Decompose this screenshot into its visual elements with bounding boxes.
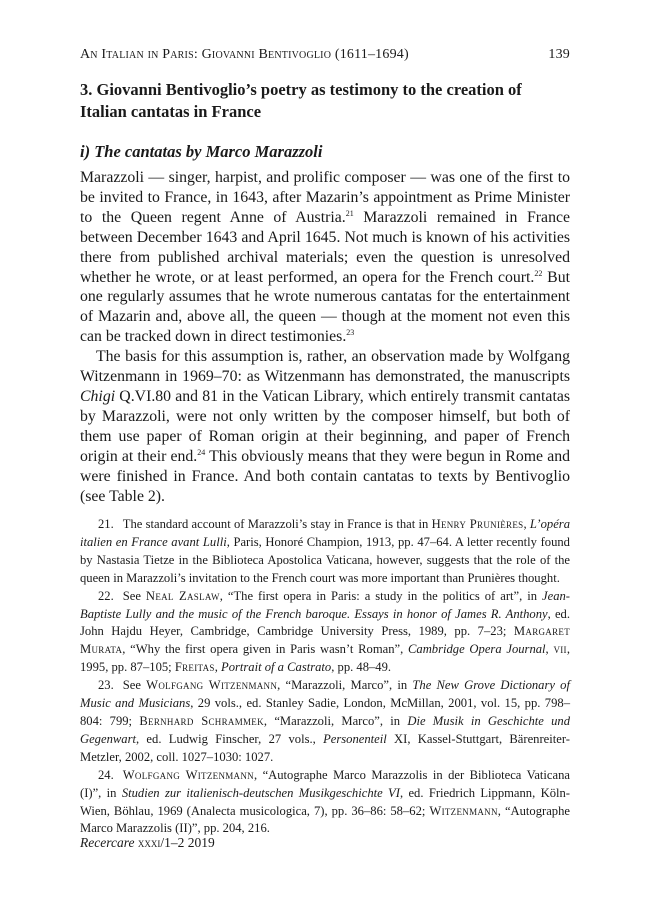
footnote-text: , “Autographe Marco Marazzolis in der Biblioteca Vaticana (I)”, in: [80, 767, 570, 800]
subsection-heading: i) The cantatas by Marco Marazzoli: [80, 142, 323, 161]
footnote-author: Margaret Murata: [80, 624, 570, 657]
page-number: 139: [548, 47, 570, 62]
footnote-text: , “The first opera in Paris: a study in the politics of art”, in: [219, 588, 543, 603]
footnote-ref-21[interactable]: 21: [345, 208, 354, 218]
footnote-author: Freitas: [174, 660, 215, 675]
footnote-22: [80, 588, 570, 678]
footnote-24: [80, 767, 570, 839]
footnote-text: , ed. Ludwig Finscher, 27 vols.,: [135, 731, 324, 746]
paragraph-1-text-c: But one regularly assumes that he wrote numerous cantatas for the entertainment of Mazarin and, above all, the queen — though at the moment not even this can be tracked down in direct testimonies.: [80, 268, 570, 346]
footnote-ref-23[interactable]: 23: [346, 328, 355, 338]
footnote-title: L’opéra italien en France avant Lulli: [80, 517, 571, 549]
footnote-text: The standard account of Marazzoli’s stay in France is that in: [122, 517, 432, 531]
paragraph-1-text-a: Marazzoli — singer, harpist, and prolific composer — was one of the first to be invited to France, in 1643, after Mazarin’s appointment as Prime Minister to the Queen regent Anne of Austria.: [80, 169, 570, 226]
paragraph-2-text-c: This obviously means that they were begun in Rome and were finished in France. And both contain cantatas to texts by Bentivoglio (see Table 2).: [80, 447, 570, 505]
footnote-number: 21.: [98, 517, 114, 531]
footnote-text: , Paris, Honoré Champion, 1913, pp. 47–64. A letter recently found by Nastasia Tietze in the Biblioteca Apostolica Vaticana, however, suggests that the role of the queen in Marazzoli’s invitation to the French court was more important than Prunières thought.: [80, 534, 570, 585]
footnote-text: ,: [214, 660, 221, 675]
footnote-text: , ed. Friedrich Lippmann, Köln-Wien, Böhlau, 1969 (Analecta musicologica, 7), pp. 36–86: 58–62;: [80, 785, 570, 818]
footnote-21: [80, 516, 570, 588]
manuscript-name: Chigi: [80, 387, 116, 405]
paragraph-2-text-a: The basis for this assumption is, rather, an observation made by Wolfgang Witzenmann in 1969–70: as Witzenmann has demonstrated, the manuscripts: [80, 348, 570, 386]
footnote-number: 23.: [98, 678, 114, 693]
footnote-author: Henry Prunières: [431, 517, 524, 531]
footnote-title: Jean-Baptiste Lully and the music of the French baroque. Essays in honor of James R. Anthony: [80, 588, 570, 621]
footnote-ref-24[interactable]: 24: [197, 447, 206, 457]
footnote-text: , “Why the first opera given in Paris wasn’t Roman”,: [122, 642, 409, 657]
footnote-text: , pp. 48–49.: [331, 660, 392, 675]
footnote-text: ,: [523, 517, 530, 531]
footnote-title: Die Musik in Geschichte und Gegenwart: [80, 713, 571, 746]
footnote-number: 22.: [98, 588, 114, 603]
footnote-volume: vii: [553, 642, 567, 657]
footnote-text: See: [122, 588, 146, 603]
footnote-text: , 29 vols., ed. Stanley Sadie, London, McMillan, 2001, vol. 15, pp. 798–804: 799;: [80, 696, 570, 728]
footnote-text: , “Autographe Marco Marazzolis (II)”, pp. 204, 216.: [80, 803, 570, 836]
footnote-text: , 1995, pp. 87–105;: [80, 642, 571, 675]
footnote-title: Studien zur italienisch-deutschen Musikgeschichte VI: [121, 785, 400, 800]
paragraph-1-text-b: Marazzoli remained in France between December 1643 and April 1645. Not much is known of his activities there from published archival materials; even the question is unresolved whether he wrote, or at least performed, an opera for the French court.: [80, 208, 570, 286]
running-title: An Italian in Paris: Giovanni Bentivoglio (1611–1694): [80, 47, 409, 62]
footnote-title: Cambridge Opera Journal: [408, 642, 546, 657]
footnote-ref-22[interactable]: 22: [534, 268, 543, 278]
paragraph-1: [80, 168, 570, 347]
footnote-title: Portrait of a Castrato: [221, 660, 332, 675]
footnote-number: 24.: [98, 767, 114, 782]
footnote-text: , “Marazzoli, Marco”, in: [263, 713, 408, 728]
footnote-author: Neal Zaslaw: [145, 588, 220, 603]
body-text: [80, 168, 570, 506]
footnote-text: XI, Kassel-Stuttgart, Bärenreiter-Metzler, 2002, coll. 1027–1030: 1027.: [80, 731, 570, 764]
running-head: [80, 47, 570, 63]
journal-name: Recercare: [80, 835, 135, 850]
footnote-title: Personenteil: [323, 731, 387, 746]
journal-footer: [80, 835, 570, 851]
footnote-author: Bernhard Schrammek: [139, 713, 264, 728]
paragraph-2-text-b: Q.VI.80 and 81 in the Vatican Library, which entirely transmit cantatas by Marazzoli, were not only written by the composer himself, but both of them use paper of Roman origin at their beginning, and paper of French origin at their end.: [80, 387, 570, 465]
footnote-text: ,: [545, 642, 554, 657]
footnote-author: Wolfgang Witzenmann: [146, 678, 278, 693]
journal-volume: xxxi/1–2 2019: [137, 835, 215, 850]
footnote-23: [80, 677, 570, 767]
footnote-author: Wolfgang Witzenmann: [122, 767, 254, 782]
footnote-text: , “Marazzoli, Marco”, in: [277, 678, 413, 693]
footnotes: [80, 516, 570, 838]
paragraph-2: [80, 347, 570, 506]
footnote-text: See: [122, 678, 147, 693]
footnote-author: Witzenmann: [429, 803, 498, 818]
footnote-title: The New Grove Dictionary of Music and Musicians: [80, 678, 570, 711]
footnote-text: , ed. John Hajdu Heyer, Cambridge, Cambridge University Press, 1989, pp. 7–23;: [80, 606, 570, 639]
section-heading: 3. Giovanni Bentivoglio’s poetry as testimony to the creation of Italian cantatas in France: [80, 80, 522, 121]
